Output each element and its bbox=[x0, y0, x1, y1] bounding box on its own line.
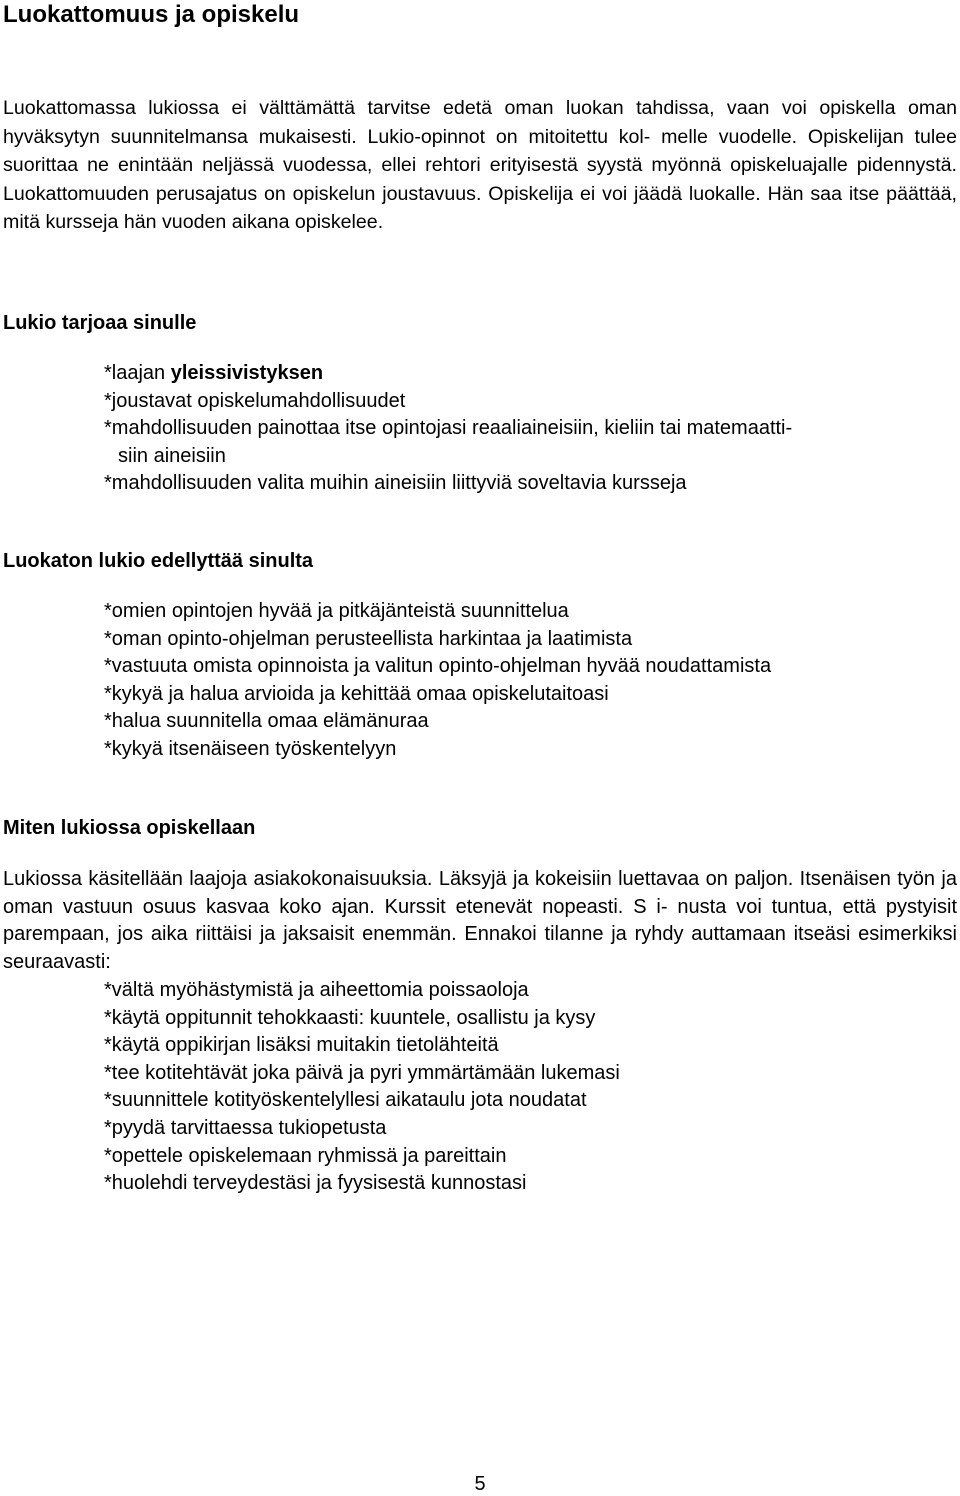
requirement-item: *omien opintojen hyvää ja pitkäjänteistä suunnittelua bbox=[104, 600, 569, 622]
requirement-item: *oman opinto-ohjelman perusteellista harkintaa ja laatimista bbox=[104, 627, 633, 650]
offer-item: *joustavat opiskelumahdollisuudet bbox=[104, 389, 406, 412]
tip-item: *vältä myöhästymistä ja aiheettomia poissaoloja bbox=[104, 979, 529, 1001]
intro-line-a: Luokattomassa lukiossa ei välttämättä tarvitse edetä oman luokan tahdissa, vaan voi opiskella oman hyväksytyn suunnitelmansa mukaisesti. Lukio-opinnot on mitoitettu kol- bbox=[3, 97, 957, 148]
page-number: 5 bbox=[474, 1473, 486, 1495]
tip-item: *opettele opiskelemaan ryhmissä ja pareittain bbox=[104, 1144, 507, 1167]
offer-item-prefix: *laajan bbox=[104, 362, 171, 384]
tip-item: *käytä oppitunnit tehokkaasti: kuuntele, osallistu ja kysy bbox=[104, 1006, 596, 1029]
study-paragraph: Lukiossa käsitellään laajoja asiakokonaisuuksia. Läksyjä ja kokeisiin luettavaa on paljon. Itsenäisen työn ja oman vastuun osuus kasvaa koko ajan. Kurssit etenevät nopeasti. S i- nusta voi tuntua, että pystyisit parempaan, jos aika riittäisi ja jaksaisit enemmän. Ennakoi tilanne ja ryhdy auttamaan itseäsi esimerkiksi seuraavasti: bbox=[3, 868, 957, 973]
requirements-heading: Luokaton lukio edellyttää sinulta bbox=[3, 550, 314, 572]
requirement-item: *vastuuta omista opinnoista ja valitun opinto-ohjelman hyvää noudattamista bbox=[104, 655, 772, 678]
requirement-item: *halua suunnitella omaa elämänuraa bbox=[104, 710, 429, 733]
tip-item: *pyydä tarvittaessa tukiopetusta bbox=[104, 1116, 387, 1139]
requirement-item: *kykyä ja halua arvioida ja kehittää omaa opiskelutaitoasi bbox=[104, 682, 609, 705]
offer-item-bold: yleissivistyksen bbox=[170, 362, 324, 384]
requirement-item: *kykyä itsenäiseen työskentelyyn bbox=[104, 737, 397, 760]
tip-item: *käytä oppikirjan lisäksi muitakin tietolähteitä bbox=[104, 1034, 499, 1057]
offer-item bbox=[104, 415, 954, 470]
offer-item-continuation: siin aineisiin bbox=[118, 444, 226, 467]
offer-item bbox=[104, 360, 954, 388]
requirements-list bbox=[104, 598, 924, 764]
study-heading: Miten lukiossa opiskellaan bbox=[3, 817, 256, 839]
intro-line-b: melle vuodelle. Opiskelijan tulee suorittaa ne enintään neljässä vuodessa, ellei rehtori erityisestä syystä myönnä opiskeluajalle pidennystä. Luokattomuuden perusajatus on opiskelun joustavuus. Opiskelija ei voi jäädä luokalle. Hän saa itse päättää, mitä kursseja hän vuoden aikana opiskelee. bbox=[3, 125, 957, 233]
study-tips-list bbox=[104, 977, 924, 1198]
offer-item: *mahdollisuuden valita muihin aineisiin liittyviä soveltavia kursseja bbox=[104, 472, 687, 495]
tip-item: *suunnittele kotityöskentelyllesi aikataulu jota noudatat bbox=[104, 1089, 587, 1112]
page-title: Luokattomuus ja opiskelu bbox=[3, 1, 300, 28]
offer-item-text: *mahdollisuuden painottaa itse opintojasi reaaliaineisiin, kieliin tai matemaatti- bbox=[104, 417, 793, 440]
offer-list bbox=[104, 360, 954, 498]
tip-item: *tee kotitehtävät joka päivä ja pyri ymmärtämään lukemasi bbox=[104, 1061, 620, 1084]
offer-heading: Lukio tarjoaa sinulle bbox=[3, 312, 197, 334]
intro-paragraph bbox=[3, 94, 957, 237]
tip-item: *huolehdi terveydestäsi ja fyysisestä kunnostasi bbox=[104, 1172, 527, 1195]
